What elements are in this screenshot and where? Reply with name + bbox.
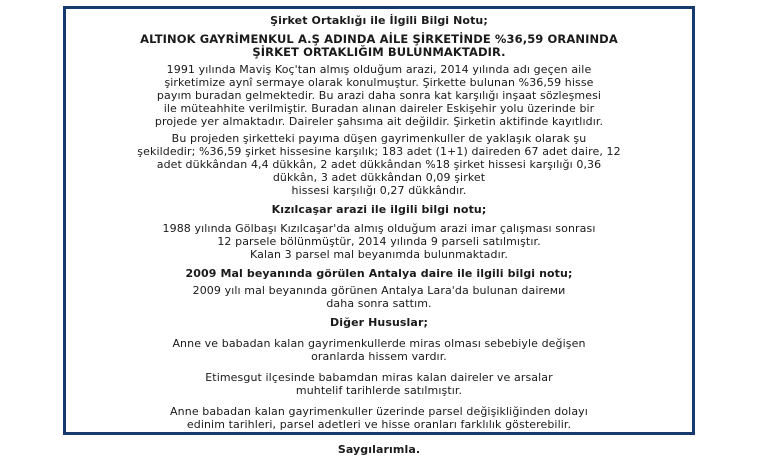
section3-p1-line-2: oranlarda hissem vardır. <box>311 350 447 363</box>
para2-line-1: Bu projeden şirketteki payıma düşen gayrimenkuller de yaklaşık olarak şu <box>171 132 587 145</box>
para2-line-5: hissesi karşılığı 0,27 dükkândır. <box>291 184 467 197</box>
headline-line-2: ŞİRKET ORTAKLIĞIM BULUNMAKTADIR. <box>252 45 506 59</box>
para1-line-3: payım buradan gelmektedir. Bu arazi daha sonra kat karşılığı inşaat sözleşmesi <box>156 89 602 102</box>
section1-line-1: 1988 yılında Gölbaşı Kızılcaşar'da almış olduğum arazi imar çalışması sonrası <box>162 222 596 235</box>
section3-p1-line-1: Anne ve babadan kalan gayrimenkullerde miras olması sebebiyle değişen <box>172 337 586 350</box>
section3-p3-line-2: edinim tarihleri, parsel adetleri ve hisse oranları farklılık gösterebilir. <box>186 418 572 431</box>
section1-line-2: 12 parsele bölünmüştür, 2014 yılında 9 parseli satılmıştır. <box>217 235 541 248</box>
section3-p2-line-2: muhtelif tarihlerde satılmıştır. <box>295 384 463 397</box>
section2-line-2: daha sonra sattım. <box>326 297 432 310</box>
headline-line-1: ALTINOK GAYRİMENKUL A.Ş ADINDA AİLE ŞİRKETİNDE %36,59 ORANINDA <box>140 32 618 46</box>
document-frame <box>63 6 695 456</box>
document-body <box>76 14 682 456</box>
section3-heading: Diğer Hususlar; <box>330 316 428 329</box>
section1-heading: Kızılcaşar arazi ile ilgili bilgi notu; <box>271 203 487 216</box>
section2-heading: 2009 Mal beyanında görülen Antalya daire ile ilgili bilgi notu; <box>185 267 573 280</box>
section2-line-1: 2009 yılı mal beyanında görünen Antalya Lara'da bulunan daireми <box>192 284 566 297</box>
section3-p3-line-1: Anne babadan kalan gayrimenkuller üzerinde parsel değişikliğinden dolayı <box>170 405 588 418</box>
section1-line-3: Kalan 3 parsel mal beyanımda bulunmaktadır. <box>250 248 508 261</box>
section3-p2-line-1: Etimesgut ilçesinde babamdan miras kalan daireler ve arsalar <box>205 371 553 384</box>
para1-line-4: ile müteahhite verilmiştir. Buradan alınan daireler Eskişehir yolu üzerinde bir <box>163 102 595 115</box>
para2-line-2: şekildedir; %36,59 şirket hissesine karşılık; 183 adet (1+1) daireden 67 adet daire, 12 <box>137 145 621 158</box>
closing: Saygılarımla. <box>337 443 421 456</box>
para2-line-4: dükkân, 3 adet dükkândan 0,09 şirket <box>272 171 486 184</box>
para1-line-1: 1991 yılında Maviş Koç'tan almış olduğum arazi, 2014 yılında adı geçen aile <box>166 63 592 76</box>
para2-line-3: adet dükkândan 4,4 dükkân, 2 adet dükkândan %18 şirket hissesi karşılığı 0,36 <box>156 158 602 171</box>
document-title: Şirket Ortaklığı ile İlgili Bilgi Notu; <box>270 14 488 27</box>
para1-line-2: şirketimize aynî sermaye olarak konulmuştur. Şirkette bulunan %36,59 hisse <box>164 76 594 89</box>
para1-line-5: projede yer almaktadır. Daireler şahsıma ait değildir. Şirketin aktifinde kayıtlıdır. <box>154 115 604 128</box>
